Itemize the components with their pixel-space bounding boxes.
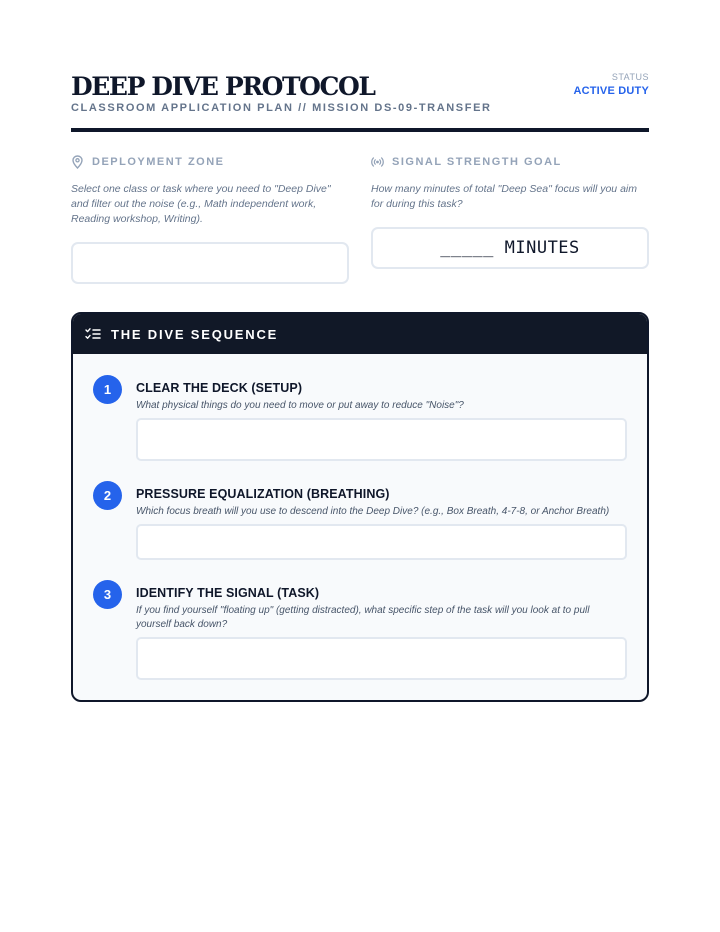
status-label: STATUS — [611, 72, 649, 82]
step-description: What physical things do you need to move or put away to reduce "Noise"? — [136, 400, 464, 411]
step-title: PRESSURE EQUALIZATION (BREATHING) — [136, 487, 390, 501]
step-number-badge: 2 — [93, 481, 122, 510]
step-title: IDENTIFY THE SIGNAL (TASK) — [136, 586, 320, 600]
step-1-input[interactable] — [136, 418, 627, 461]
step-description: If you find yourself "floating up" (getting distracted), what specific step of the task will you look at to pull yourself back down? — [136, 605, 590, 630]
signal-strength-label: SIGNAL STRENGTH GOAL — [392, 156, 562, 168]
dive-sequence-header — [73, 314, 647, 354]
step-number-badge: 1 — [93, 375, 122, 404]
deployment-zone-header — [71, 154, 349, 170]
deployment-zone-input[interactable] — [71, 242, 349, 284]
deployment-zone-description: Select one class or task where you need to "Deep Dive" and filter out the noise (e.g., Math independent work, Reading workshop, Writing). — [71, 183, 331, 225]
status-block — [573, 72, 649, 97]
step-2-input[interactable] — [136, 524, 627, 560]
checklist-icon — [85, 327, 101, 341]
signal-strength-header — [371, 154, 649, 170]
step-number-badge: 3 — [93, 580, 122, 609]
step-title: CLEAR THE DECK (SETUP) — [136, 381, 303, 395]
dive-sequence-card — [71, 312, 649, 702]
signal-broadcast-icon — [371, 155, 384, 169]
page-subtitle: CLASSROOM APPLICATION PLAN // MISSION DS-09-TRANSFER — [71, 102, 492, 114]
page-title: DEEP DIVE PROTOCOL — [71, 72, 375, 101]
header — [71, 70, 649, 132]
step-3-input[interactable] — [136, 637, 627, 680]
minutes-input[interactable]: _____ MINUTES — [371, 227, 649, 269]
dive-sequence-title: THE DIVE SEQUENCE — [111, 326, 279, 342]
map-pin-icon — [71, 155, 84, 169]
signal-strength-section — [371, 154, 649, 258]
status-value: ACTIVE DUTY — [573, 85, 649, 97]
step-description: Which focus breath will you use to descend into the Deep Dive? (e.g., Box Breath, 4-7-8, or Anchor Breath) — [136, 506, 610, 517]
deployment-zone-label: DEPLOYMENT ZONE — [92, 156, 225, 168]
signal-strength-description: How many minutes of total "Deep Sea" focus will you aim for during this task? — [371, 183, 637, 210]
deployment-zone-section — [71, 154, 349, 227]
